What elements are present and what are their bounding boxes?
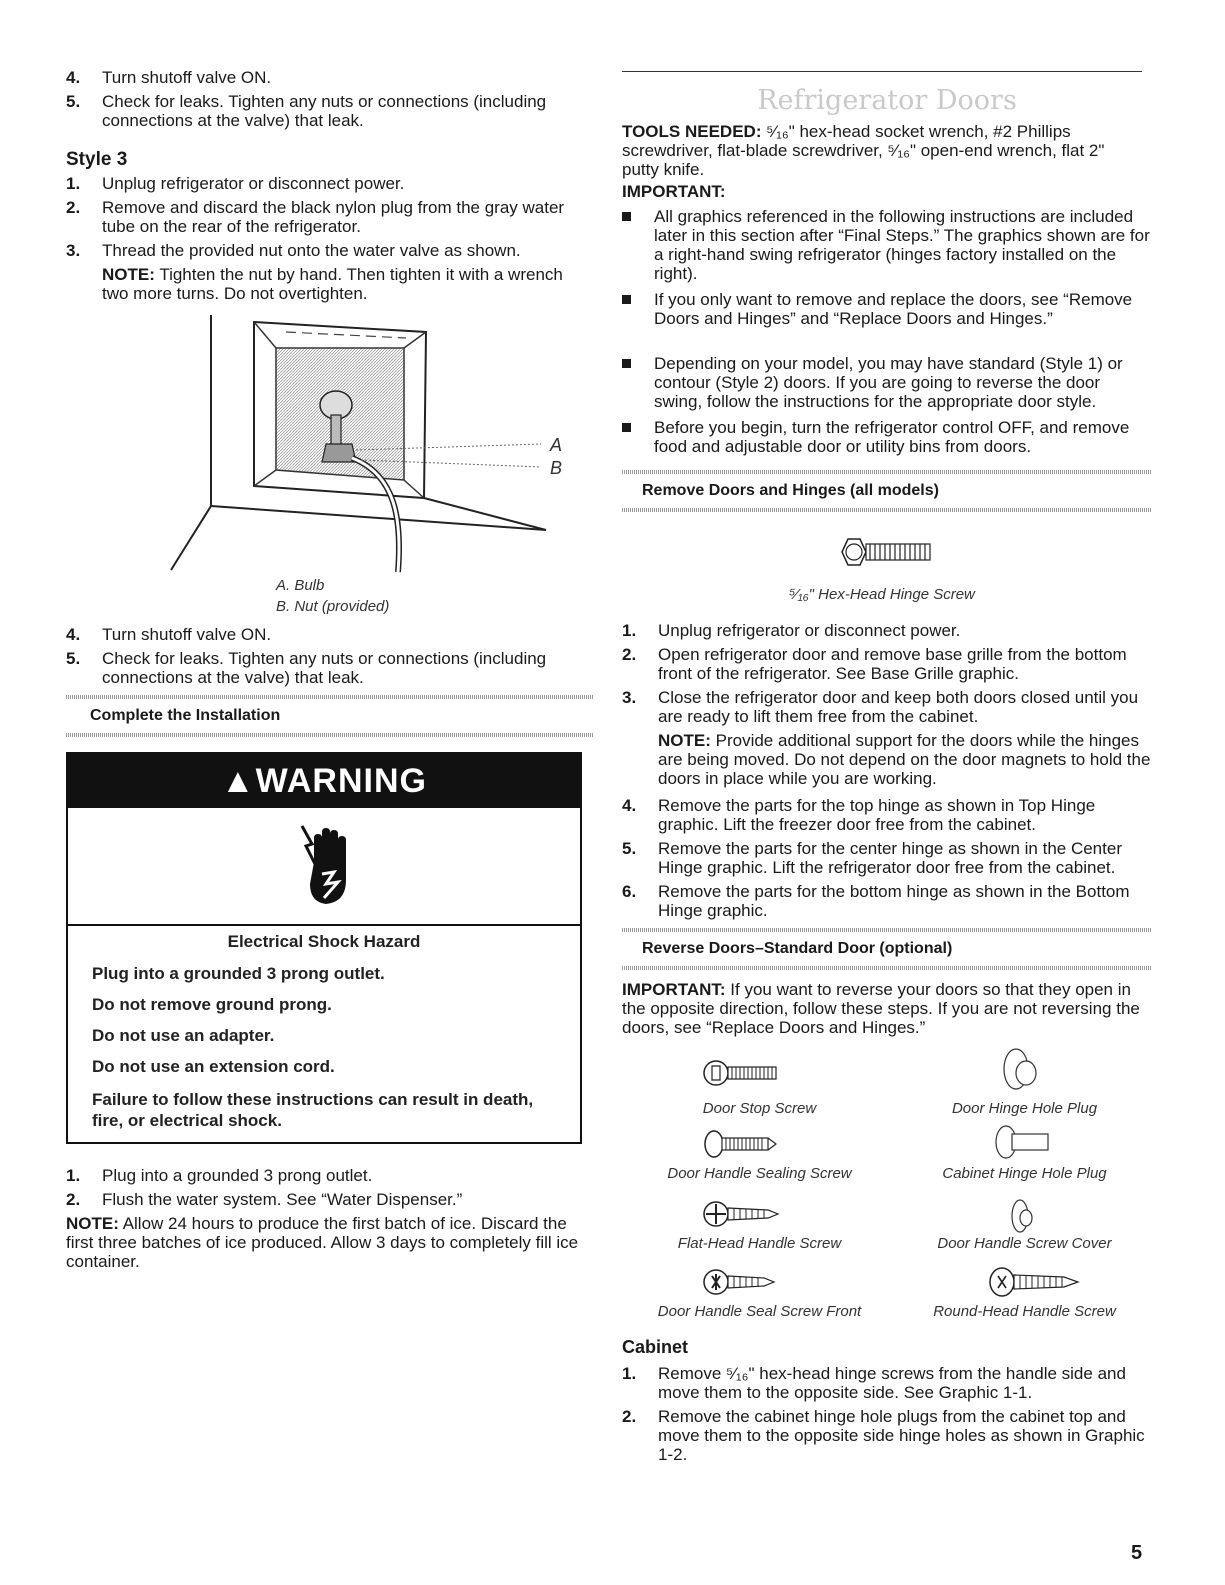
part-label-round-head-handle-screw: Round-Head Handle Screw [933, 1303, 1116, 1320]
style3-step-1: 1. Unplug refrigerator or disconnect power. [66, 174, 405, 193]
heading-bar-top [622, 470, 1152, 474]
part-label-door-stop-screw: Door Stop Screw [702, 1100, 817, 1117]
warning-line-3: Do not use an adapter. [92, 1026, 275, 1045]
electric-shock-hand-icon [296, 822, 358, 908]
part-label-cabinet-hinge-hole-plug: Cabinet Hinge Hole Plug [942, 1165, 1107, 1182]
important-label: IMPORTANT: [622, 182, 726, 201]
step-5-top: 5. Check for leaks. Tighten any nuts or connections (including connections at the valve) that leak. [66, 92, 547, 130]
remove-note: NOTE: Provide additional support for the doors while the hinges are being moved. Do not depend on the door magnets to hold the doors in place while you are working. [658, 731, 1151, 788]
warning-triangle-icon: ▲ [221, 762, 256, 800]
part-label-flat-head-handle-screw: Flat-Head Handle Screw [677, 1235, 842, 1252]
cabinet-step-1: 1. Remove ⁵⁄₁₆" hex-head hinge screws from the handle side and move them to the opposite side. See Graphic 1-1. [622, 1364, 1126, 1402]
step-4-after: 4. Turn shutoff valve ON. [66, 625, 272, 644]
warning-line-1: Plug into a grounded 3 prong outlet. [92, 964, 385, 983]
heading-bar-bottom [622, 966, 1152, 970]
door-hinge-hole-plug-icon [998, 1046, 1044, 1092]
bullet-3: Depending on your model, you may have standard (Style 1) or contour (Style 2) doors. If you are going to reverse the door swing, follow the instructions for the appropriate door style. [622, 354, 1152, 411]
part-label-door-handle-screw-cover: Door Handle Screw Cover [937, 1235, 1112, 1252]
round-head-handle-screw-icon [988, 1264, 1084, 1300]
warning-line-2: Do not remove ground prong. [92, 995, 332, 1014]
heading-bar-top [66, 695, 594, 699]
caption-b: B. Nut (provided) [276, 598, 390, 615]
cabinet-hinge-hole-plug-icon [992, 1124, 1056, 1160]
heading-bar-bottom [66, 733, 594, 737]
cabinet-heading: Cabinet [622, 1337, 689, 1357]
final-step-2: 2. Flush the water system. See “Water Dispenser.” [66, 1190, 463, 1209]
water-valve-figure [166, 310, 576, 580]
remove-step-5: 5. Remove the parts for the center hinge as shown in the Center Hinge graphic. Lift the refrigerator door free from the cabinet. [622, 839, 1122, 877]
hinge-screw-caption: ⁵⁄₁₆" Hex-Head Hinge Screw [789, 586, 975, 603]
warning-divider [68, 924, 580, 926]
step-5-after: 5. Check for leaks. Tighten any nuts or connections (including connections at the valve) that leak. [66, 649, 547, 687]
style3-note: NOTE: Tighten the nut by hand. Then tighten it with a wrench two more turns. Do not overtighten. [102, 265, 563, 303]
label-b: B [550, 458, 563, 478]
style3-step-2: 2. Remove and discard the black nylon plug from the gray water tube on the rear of the refrigerator. [66, 198, 565, 236]
remove-step-2: 2. Open refrigerator door and remove base grille from the bottom front of the refrigerator. See Base Grille graphic. [622, 645, 1127, 683]
caption-a: A. Bulb [276, 577, 325, 594]
door-handle-screw-cover-icon [1008, 1196, 1038, 1236]
label-a: A [550, 435, 563, 455]
bullet-square-icon [622, 295, 631, 304]
warning-box [66, 752, 582, 1144]
reverse-doors-heading: Reverse Doors–Standard Door (optional) [622, 928, 1152, 968]
bullet-square-icon [622, 212, 631, 221]
tools-needed: TOOLS NEEDED: ⁵⁄₁₆" hex-head socket wrench, #2 Phillips screwdriver, flat-blade screwdriver, ⁵⁄₁₆" open-end wrench, flat 2" putty knife. [622, 122, 1105, 179]
final-step-1: 1. Plug into a grounded 3 prong outlet. [66, 1166, 373, 1185]
remove-step-1: 1. Unplug refrigerator or disconnect power. [622, 621, 961, 640]
complete-installation-heading: Complete the Installation [66, 695, 594, 735]
reverse-important: IMPORTANT: If you want to reverse your doors so that they open in the opposite direction, follow these steps. If you are not reversing the doors, see “Replace Doors and Hinges.” [622, 980, 1140, 1037]
bullet-4: Before you begin, turn the refrigerator control OFF, and remove food and adjustable door or utility bins from doors. [622, 418, 1152, 456]
section-rule [622, 71, 1142, 72]
heading-bar-bottom [622, 508, 1152, 512]
door-handle-seal-screw-front-icon [702, 1264, 782, 1300]
remove-doors-heading: Remove Doors and Hinges (all models) [622, 470, 1152, 510]
part-label-door-handle-seal-screw-front: Door Handle Seal Screw Front [657, 1303, 862, 1320]
bullet-square-icon [622, 423, 631, 432]
door-handle-sealing-screw-icon [702, 1128, 782, 1160]
hazard-title: Electrical Shock Hazard [227, 932, 421, 951]
bullet-square-icon [622, 359, 631, 368]
hex-head-hinge-screw-icon [838, 535, 938, 569]
style3-heading: Style 3 [66, 149, 128, 170]
style3-step-3: 3. Thread the provided nut onto the water valve as shown. [66, 241, 521, 260]
step-4-top: 4. Turn shutoff valve ON. [66, 68, 272, 87]
section-title: Refrigerator Doors [757, 85, 1017, 116]
remove-step-3: 3. Close the refrigerator door and keep both doors closed until you are ready to lift them free from the cabinet. [622, 688, 1139, 726]
page-number: 5 [1131, 1542, 1143, 1564]
bullet-2: If you only want to remove and replace the doors, see “Remove Doors and Hinges” and “Replace Doors and Hinges.” [622, 290, 1152, 328]
warning-line-4: Do not use an extension cord. [92, 1057, 335, 1076]
part-label-door-hinge-hole-plug: Door Hinge Hole Plug [951, 1100, 1098, 1117]
warning-line-5: Failure to follow these instructions can result in death, fire, or electrical shock. [92, 1090, 534, 1130]
final-note: NOTE: Allow 24 hours to produce the first batch of ice. Discard the first three batches of ice produced. Allow 3 days to completely fill ice container. [66, 1214, 579, 1271]
part-label-door-handle-sealing-screw: Door Handle Sealing Screw [667, 1165, 852, 1182]
warning-banner: ▲WARNING [68, 754, 580, 808]
door-stop-screw-icon [702, 1056, 782, 1090]
remove-step-6: 6. Remove the parts for the bottom hinge as shown in the Bottom Hinge graphic. [622, 882, 1130, 920]
bullet-1: All graphics referenced in the following instructions are included later in this section after “Final Steps.” The graphics shown are for a right-hand swing refrigerator (hinges factory installed on the right). [622, 207, 1152, 283]
flat-head-handle-screw-icon [702, 1196, 782, 1232]
remove-step-4: 4. Remove the parts for the top hinge as shown in Top Hinge graphic. Lift the freezer door free from the cabinet. [622, 796, 1096, 834]
heading-bar-top [622, 928, 1152, 932]
cabinet-step-2: 2. Remove the cabinet hinge hole plugs from the cabinet top and move them to the opposite side hinge holes as shown in Graphic 1-2. [622, 1407, 1145, 1464]
